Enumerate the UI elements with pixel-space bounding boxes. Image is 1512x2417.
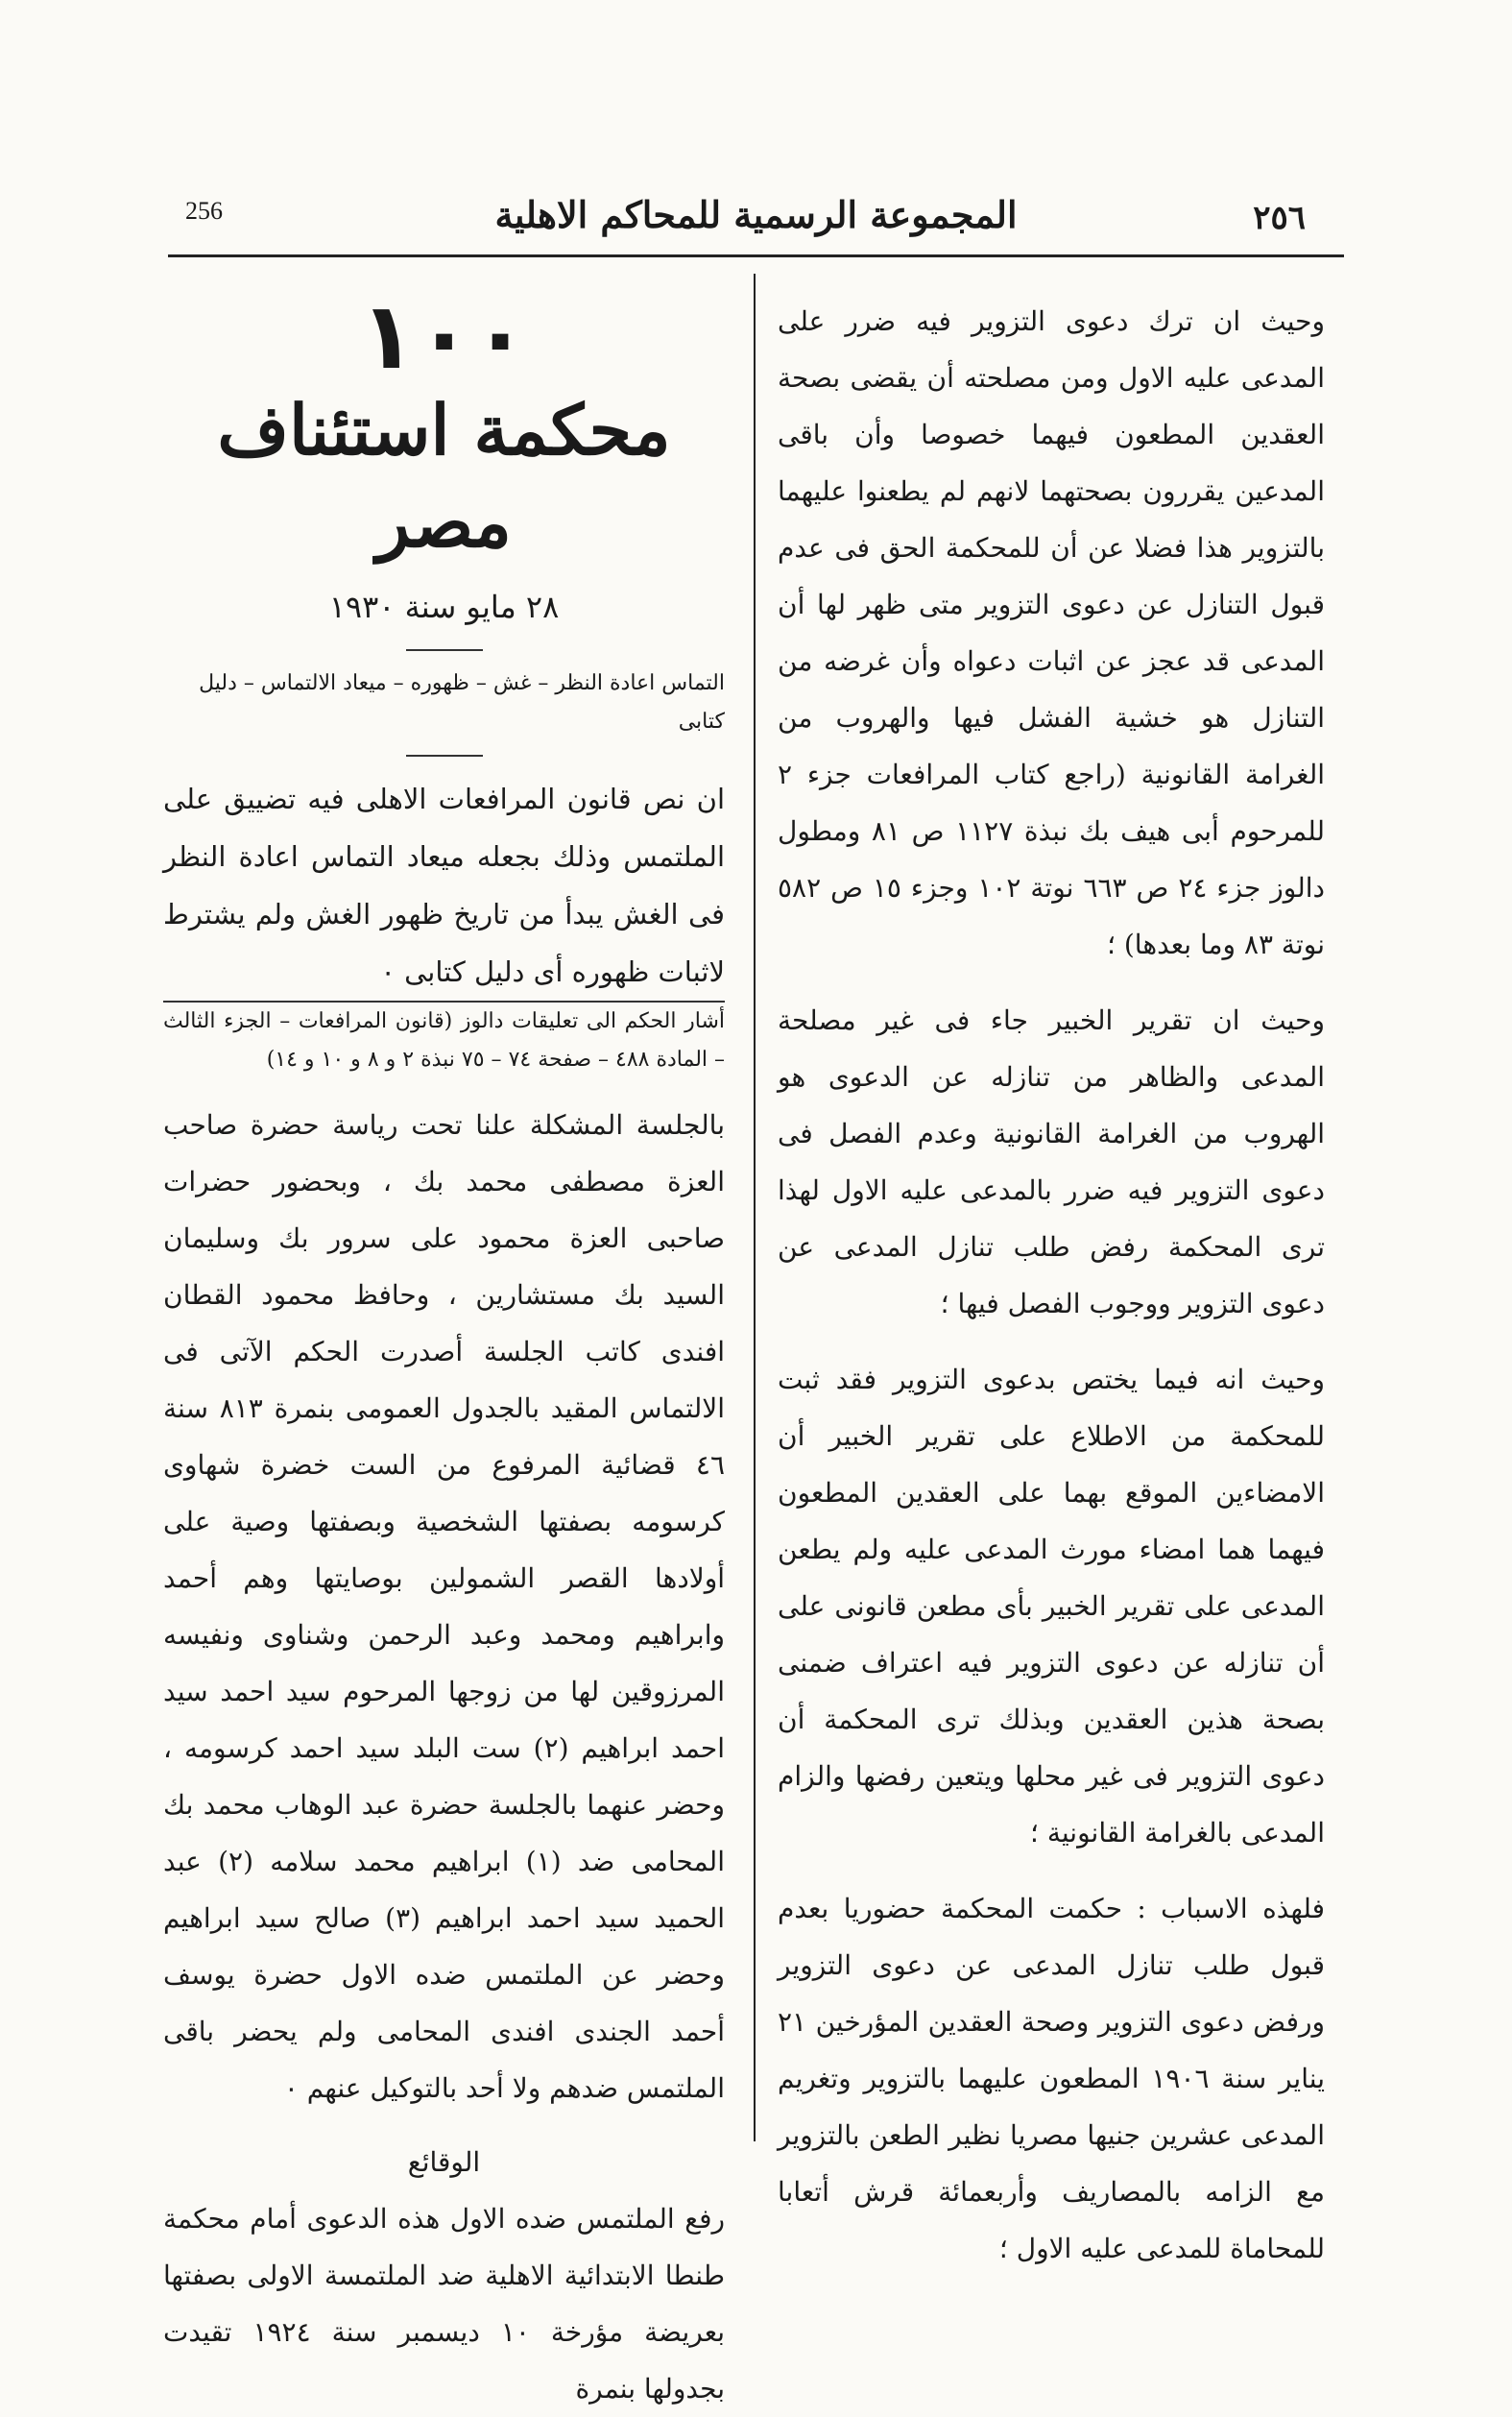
decision-date: ٢٨ مايو سنة ١٩٣٠: [328, 589, 560, 625]
session-paragraph: بالجلسة المشكلة علنا تحت رياسة حضرة صاحب العزة مصطفى محمد بك ، وبحضور حضرات صاحبى العزة محمود على سرور بك وسليمان السيد بك مستشارين ، وحافظ محمود القطان افندى كاتب الجلسة أصدرت الحكم الآتى فى الالتماس المقيد بالجدول العمومى بنمرة ٨١٣ سنة ٤٦ قضائية المرفوع من الست خضرة شهاوى كرسومه بصفتها الشخصية وبصفتها وصية على أولادها القصر الشمولين بوصايتها وهم أحمد وابراهيم ومحمد وعبد الرحمن وشناوى ونفيسه المرزوقين لها من زوجها المرحوم سيد احمد سيد احمد ابراهيم (٢) ست البلد سيد احمد كرسومه ، وحضر عنهما بالجلسة حضرة عبد الوهاب محمد بك المحامى ضد (١) ابراهيم محمد سلامه (٢) عبد الحميد سيد احمد ابراهيم (٣) صالح سيد ابراهيم وحضر عن الملتمس ضده الاول حضرة يوسف أحمد الجندى افندى المحامى ولم يحضر باقى الملتمس ضدهم ولا أحد بالتوكيل عنهم ٠: [163, 1109, 725, 2104]
left-column: [163, 282, 725, 2417]
facts-heading: الوقائع: [407, 2146, 481, 2178]
reference-note: أشار الحكم الى تعليقات دالوز (قانون المرافعات – الجزء الثالث – المادة ٤٨٨ – صفحة ٧٤ – ٧٥ نبذة ٢ و ٨ و ١٠ و ١٤): [163, 1009, 725, 1072]
right-column: [778, 293, 1325, 2277]
header-rule: [168, 254, 1344, 257]
page-number-arabic: ٢٥٦: [1253, 199, 1306, 237]
paragraph: وحيث انه فيما يختص بدعوى التزوير فقد ثبت للمحكمة من الاطلاع على تقرير الخبير أن الامضاءين الموقع بهما على العقدين المطعون فيهما هما امضاء مورث المدعى عليه ولم يطعن المدعى على تقرير الخبير بأى مطعن قانونى على أن تنازله عن دعوى التزوير فيه اعتراف ضمنى بصحة هذين العقدين وبذلك ترى المحكمة أن دعوى التزوير فى غير محلها ويتعين رفضها والزام المدعى بالغرامة القانونية ؛: [778, 1364, 1325, 1849]
page-header: [168, 193, 1344, 254]
case-number: ١٠٠: [359, 282, 529, 390]
paragraph: وحيث ان ترك دعوى التزوير فيه ضرر على المدعى عليه الاول ومن مصلحته أن يقضى بصحة العقدين المطعون فيهما خصوصا وأن باقى المدعين يقررون بصحتهما لانهم لم يطعنوا عليهما بالتزوير هذا فضلا عن أن للمحكمة الحق فى عدم قبول التنازل عن دعوى التزوير متى ظهر لها أن المدعى قد عجز عن اثبات دعواه وأن غرضه من التنازل هو خشية الفشل فيها والهروب من الغرامة القانونية (راجع كتاب المرافعات جزء ٢ للمرحوم أبى هيف بك نبذة ١١٢٧ ص ٨١ ومطول دالوز جزء ٢٤ ص ٦٦٣ نوتة ١٠٢ وجزء ١٥ ص ٥٨٢ نوتة ٨٣ وما بعدها) ؛: [778, 305, 1326, 960]
paragraph: وحيث ان تقرير الخبير جاء فى غير مصلحة المدعى والظاهر من تنازله عن الدعوى هو الهروب من الغرامة القانونية وعدم الفصل فى دعوى التزوير فيه ضرر بالمدعى عليه الاول لهذا ترى المحكمة رفض طلب تنازل المدعى عن دعوى التزوير ووجوب الفصل فيها ؛: [778, 1004, 1325, 1319]
keywords: التماس اعادة النظر – غش – ظهوره – ميعاد الالتماس – دليل كتابى: [199, 671, 725, 734]
divider: [406, 755, 483, 757]
column-divider: [754, 274, 756, 2141]
headnote: ان نص قانون المرافعات الاهلى فيه تضييق على الملتمس وذلك بجعله ميعاد التماس اعادة النظر فى الغش يبدأ من تاريخ ظهور الغش ولم يشترط لاثبات ظهوره أى دليل كتابى ٠: [163, 770, 725, 1003]
court-name: محكمة استئناف مصر: [217, 389, 671, 563]
running-title: المجموعة الرسمية للمحاكم الاهلية: [494, 193, 1018, 236]
divider: [406, 649, 483, 651]
paragraph: فلهذه الاسباب : حكمت المحكمة حضوريا بعدم قبول طلب تنازل المدعى عن دعوى التزوير ورفض دعوى التزوير وصحة العقدين المؤرخين ٢١ يناير سنة ١٩٠٦ المطعون عليهما بالتزوير وتغريم المدعى عشرين جنيها مصريا نظير الطعن بالتزوير مع الزامه بالمصاريف وأربعمائة قرش أتعابا للمحاماة للمدعى عليه الاول ؛: [778, 1893, 1325, 2264]
page-number-latin: 256: [185, 197, 223, 225]
facts-paragraph: رفع الملتمس ضده الاول هذه الدعوى أمام محكمة طنطا الابتدائية الاهلية ضد الملتمسة الاولى بصفتها بعريضة مؤرخة ١٠ ديسمبر سنة ١٩٢٤ تقيدت بجدولها بنمرة: [163, 2203, 725, 2405]
